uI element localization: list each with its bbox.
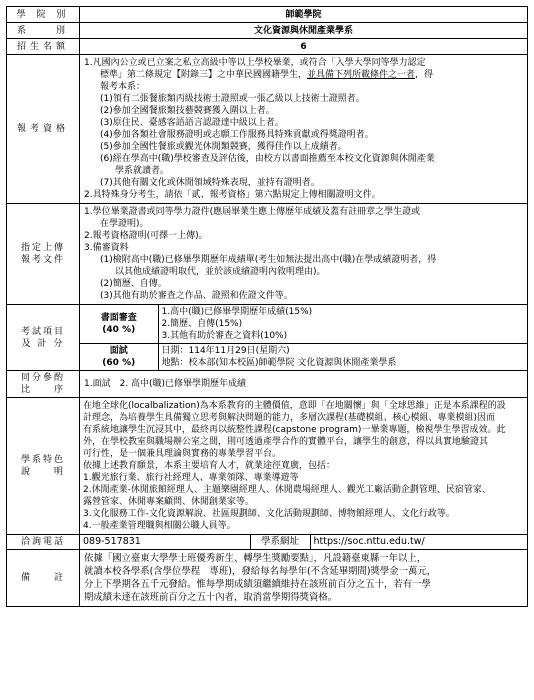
features-line: 2.休閒產業-休閒旅館經理人、主題樂園經理人、休閒農場經理人、觀光工廠活動企劃管理、民宿管家、	[83, 485, 491, 495]
contact-phone: 089-517831	[80, 535, 250, 549]
qualification-line-tail: ，得	[415, 70, 434, 80]
features-line: 可行性，是一個兼具理論與實務的專業學習平台。	[83, 449, 282, 459]
qualification-line: (4)參加各類社會服務證明或志願工作服務具特殊貢獻或得獎證明者。	[100, 130, 374, 140]
documents-row	[7, 204, 528, 305]
documents-line: 3.備審資料	[84, 243, 129, 253]
remarks-row	[7, 550, 528, 607]
quota-value: 6	[80, 39, 528, 55]
remarks-content	[80, 550, 528, 607]
qualification-line: 報考本系：	[100, 82, 146, 92]
qualification-line: (5)參加全國性餐旅或觀光休閒類競賽，獲得佳作以上成績者。	[100, 142, 347, 152]
features-line: 1.觀光旅行業、旅行社經理人、專業領隊、專業導遊等	[83, 473, 299, 483]
qualification-line: 1.凡國內公立或已立案之私立高級中等以上學校畢業，或符合「入學大學同等學力認定	[84, 58, 426, 68]
review-item: 3.其他有助於審查之資料(10%)	[161, 331, 288, 341]
exam-label-line1: 考試項目	[20, 326, 65, 337]
interview-location: 地點：校本部(知本校區)師範學院 文化資源與休閒產業學系	[161, 358, 397, 368]
interview-details	[158, 344, 527, 371]
features-line: 有系統地讓學生沉浸其中，最終再以統整性課程(capstone program)一畢業專題，檢視學生學習成效。此	[83, 425, 506, 435]
exam-label-line2: 及 計 分	[21, 338, 65, 349]
features-line: 計理念，為培養學生具備獨立思考與解決問題的能力，多層次課程(基礎模組、核心模組、專業模組)因而	[83, 413, 496, 423]
documents-line: (2)簡歷、自傳。	[100, 279, 167, 289]
exam-row	[7, 305, 528, 371]
interview-title: 面試	[109, 346, 128, 356]
documents-line: (1)檢附高中(職)已修畢學期歷年成績單(考生如無法提出高中(職)在學成績證明者，得	[100, 255, 437, 265]
contact-content	[80, 535, 528, 550]
remarks-label: 備 註	[7, 550, 80, 607]
documents-label-line1: 指定上傳	[20, 243, 65, 253]
remarks-line: 就讀本校各學系(含學位學程 專班)，發給每名每學年(不含延畢期間)獎學金一萬元，	[84, 566, 437, 577]
features-line: 3.文化服務工作-文化資源解說、社區規劃師、文化活動規劃師、博物館經理人、文化行政等。	[83, 509, 455, 519]
dept-label: 系 別	[7, 23, 80, 39]
review-item: 1.高中(職)已修畢學期歷年成績(15%)	[161, 307, 313, 317]
features-label-line1: 學系特色	[20, 455, 65, 465]
contact-label: 洽詢電話	[7, 535, 80, 550]
interview-title-cell	[80, 344, 158, 371]
interview-row	[80, 344, 527, 371]
qualification-line-text: 標準」第二條規定【附錄三】之中華民國國籍學生，	[100, 70, 308, 80]
admission-table-page	[6, 6, 527, 607]
features-line: 外，在學校教室與職場辦公室之間，則可透過產學合作的實體平台，讓學生的創意，得以具實地驗證其	[83, 437, 489, 447]
tiebreak-value: 1.面試 2. 高中(職)已修畢學期歷年成績	[80, 371, 528, 398]
qualification-content	[80, 55, 528, 204]
contact-web-link[interactable]: https://soc.nttu.edu.tw/	[313, 536, 425, 547]
interview-weight: (60 %)	[102, 358, 136, 368]
remarks-line: 分上下學期各五千元發給。惟每學期成績須繼續維持在該班前百分之五十，若有一學	[84, 579, 431, 590]
documents-line: (3)其他有助於審查之作品、證照和佐證文件等。	[100, 291, 293, 301]
contact-row	[7, 535, 528, 550]
review-item: 2.簡歷、自傳(15%)	[161, 319, 243, 329]
interview-date: 日期：114年11月29日(星期六)	[161, 346, 290, 356]
features-line: 依據上述教育願景，本系主要培育人才，就業途徑寬廣，包括：	[83, 461, 336, 471]
qualification-line: (1)領有二張餐旅類丙級技術士證照或一張乙級以上技術士證照者。	[100, 94, 365, 104]
school-label: 學 院 別	[7, 7, 80, 23]
review-title: 書面審查	[100, 313, 137, 323]
quota-label: 招生名額	[7, 39, 80, 55]
dept-value: 文化資源與休閒產業學系	[80, 23, 528, 39]
exam-subtable	[80, 305, 527, 370]
school-row	[7, 7, 528, 23]
qualification-line: (7)其他有關文化或休閒領域特殊表現，並持有證明者。	[100, 178, 320, 188]
features-line: 4.一般產業管理職與相關公職人員等。	[83, 521, 236, 531]
contact-subtable	[80, 535, 527, 549]
remarks-line: 依據「國立臺東大學學士班優秀新生、轉學生獎勵要點」，凡設籍臺東縣一年以上，	[84, 553, 427, 564]
admission-table	[6, 6, 528, 607]
qualification-row	[7, 55, 528, 204]
quota-row	[7, 39, 528, 55]
qualification-line: 學系就讀者。	[115, 166, 170, 176]
features-row	[7, 398, 528, 535]
tiebreak-label-line1: 同分參酌	[20, 373, 65, 383]
review-title-cell	[80, 305, 158, 344]
qualification-line: (6)經在學高中(職)學校審查及評估後，由校方以書面推薦至本校文化資源與休閒產業	[100, 154, 435, 164]
features-line: 露營管家、休閒專案顧問、休閒創業家等。	[83, 497, 255, 507]
tiebreak-label-line2: 比 序	[20, 385, 65, 395]
remarks-line: 期成績未達在該班前百分之五十內者，取消當學期得獎資格。	[84, 592, 338, 603]
qualification-underline: 並具備下列所載條件之一者	[307, 70, 416, 80]
exam-content	[80, 305, 528, 371]
qualification-line: (3)原住民、臺感客語語言認證達中級以上者。	[100, 118, 284, 128]
exam-label	[7, 305, 80, 371]
documents-line: 2.報考資格證明(可擇一上傳)。	[84, 231, 208, 241]
review-weight: (40 %)	[102, 325, 136, 335]
tiebreak-row	[7, 371, 528, 398]
documents-line: 以其他成績證明取代，並於該成績證明內敘明理由)。	[115, 267, 326, 277]
qualification-line	[84, 69, 523, 81]
tiebreak-label	[7, 371, 80, 398]
qualification-line: (2)參加全國餐旅類技藝競賽獲入圍以上者。	[100, 106, 275, 116]
review-row	[80, 305, 527, 344]
documents-line: 在學證明)。	[100, 219, 149, 229]
qualification-label: 報考資格	[7, 55, 80, 204]
documents-label-line2: 報考文件	[20, 255, 65, 265]
dept-row	[7, 23, 528, 39]
features-label-line2: 說 明	[20, 467, 65, 477]
features-line: 在地全球化(localbalization)為本系教育的主體價值，意即「在地關懷」與「全球思維」正是本系課程的設	[83, 401, 506, 411]
documents-line: 1.學位畢業證書或同等學力證件(應屆畢業生應上傳歷年成績及蓋有註冊章之學生證或	[84, 207, 421, 217]
features-label	[7, 398, 80, 535]
contact-web-label: 學系網址	[250, 535, 310, 549]
documents-content	[80, 204, 528, 305]
school-value: 師範學院	[80, 7, 528, 23]
documents-label	[7, 204, 80, 305]
review-items	[158, 305, 527, 344]
features-content	[80, 398, 528, 535]
qualification-line: 2.具特殊身分考生，請依「貳、報考資格」第六點規定上傳相關證明文件。	[84, 190, 381, 200]
